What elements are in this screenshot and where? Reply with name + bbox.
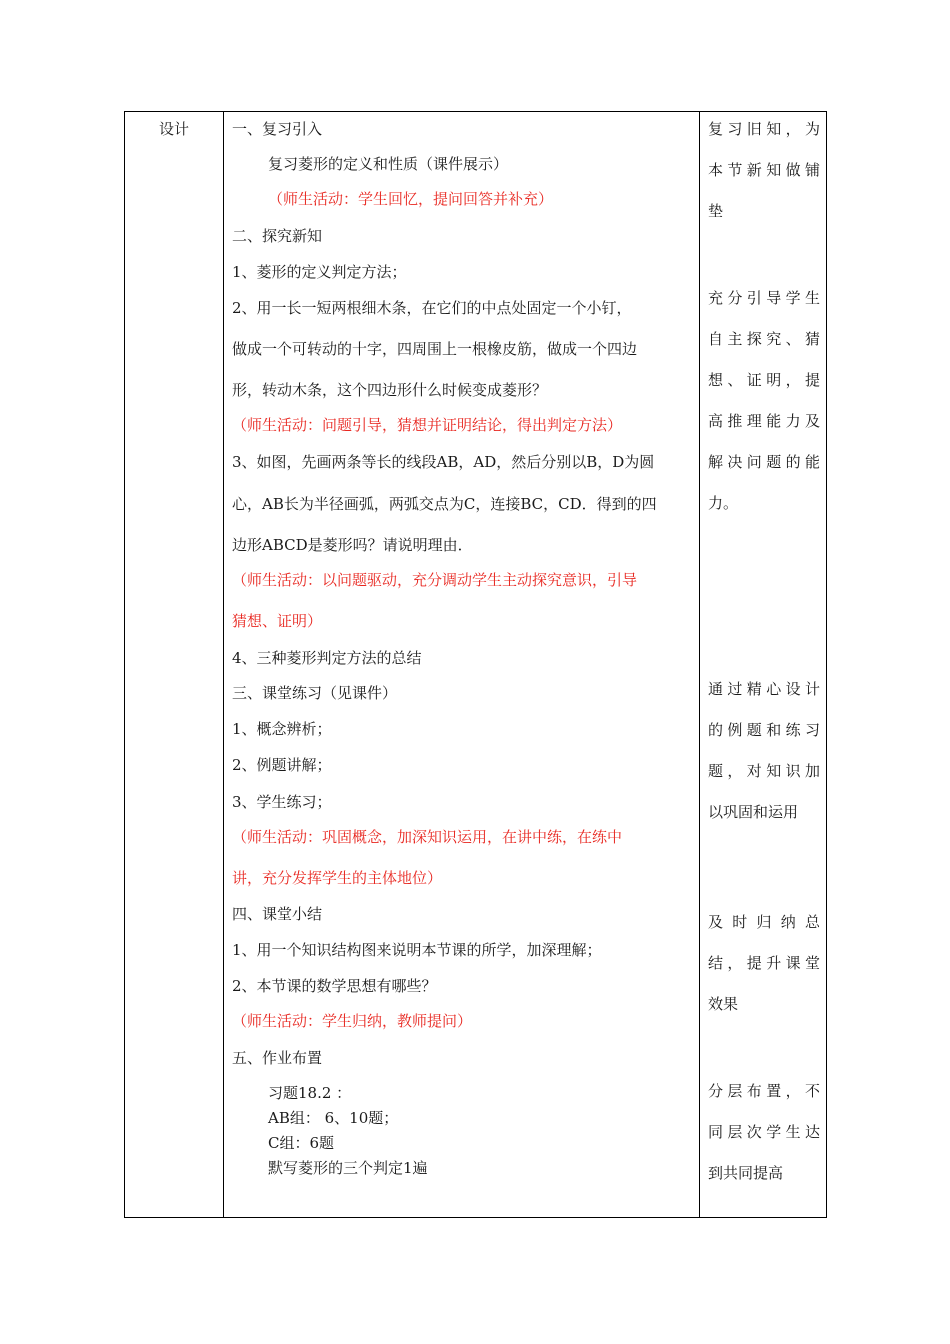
intent-line: 结，提升课堂 — [708, 954, 820, 972]
intent-line: 以巩固和运用 — [708, 803, 799, 821]
intent-line: 垫 — [708, 202, 724, 220]
intent-line: 题，对知识加 — [708, 762, 820, 780]
homework-line: C组：6题 — [268, 1134, 335, 1152]
intent-line: 力。 — [708, 494, 739, 512]
content-line: 1、用一个知识结构图来说明本节课的所学，加深理解； — [232, 941, 602, 959]
column-divider — [699, 112, 700, 1217]
activity-note: 猜想、证明） — [232, 612, 323, 630]
content-line: 4、三种菱形判定方法的总结 — [232, 649, 422, 667]
activity-note: （师生活动：以问题驱动，充分调动学生主动探究意识，引导 — [232, 571, 638, 589]
activity-note: （师生活动：问题引导，猜想并证明结论，得出判定方法） — [232, 416, 623, 434]
intent-line: 充分引导学生 — [708, 289, 820, 307]
homework-line: 默写菱形的三个判定1遍 — [268, 1159, 428, 1177]
content-line: 1、概念辨析； — [232, 720, 332, 738]
intent-line: 及时归纳总 — [708, 913, 820, 931]
content-line: 2、本节课的数学思想有哪些？ — [232, 977, 437, 995]
content-line: 形，转动木条，这个四边形什么时候变成菱形？ — [232, 381, 548, 399]
activity-note: （师生活动：巩固概念，加深知识运用，在讲中练，在练中 — [232, 828, 623, 846]
section-heading: 四、课堂小结 — [232, 905, 323, 923]
homework-line: 习题18.2 ： — [268, 1084, 352, 1102]
homework-line: AB组： 6、10题； — [268, 1109, 399, 1127]
content-line: 心，AB长为半径画弧，两弧交点为C，连接BC，CD．得到的四 — [232, 495, 657, 513]
intent-line: 自主探究、猜 — [708, 330, 820, 348]
content-line: 2、用一长一短两根细木条，在它们的中点处固定一个小钉， — [232, 299, 632, 317]
activity-note: （师生活动：学生回忆，提问回答并补充） — [268, 190, 554, 208]
activity-note: 讲，充分发挥学生的主体地位） — [232, 869, 443, 887]
content-line: 3、学生练习； — [232, 793, 332, 811]
content-line: 边形ABCD是菱形吗？请说明理由． — [232, 536, 473, 554]
stage-label: 设计 — [159, 120, 190, 138]
intent-line: 本节新知做铺 — [708, 161, 820, 179]
content-line: 复习菱形的定义和性质（课件展示） — [268, 155, 509, 173]
intent-line: 解决问题的能 — [708, 453, 820, 471]
intent-line: 到共同提高 — [708, 1164, 784, 1182]
section-heading: 三、课堂练习（见课件） — [232, 684, 398, 702]
content-line: 2、例题讲解； — [232, 756, 332, 774]
intent-line: 想、证明，提 — [708, 371, 820, 389]
intent-line: 同层次学生达 — [708, 1123, 820, 1141]
intent-line: 高推理能力及 — [708, 412, 820, 430]
section-heading: 五、作业布置 — [232, 1049, 323, 1067]
activity-note: （师生活动：学生归纳，教师提问） — [232, 1012, 473, 1030]
section-heading: 二、探究新知 — [232, 227, 323, 245]
section-heading: 一、复习引入 — [232, 120, 323, 138]
intent-line: 通过精心设计 — [708, 680, 820, 698]
content-line: 1、菱形的定义判定方法； — [232, 263, 407, 281]
column-divider — [223, 112, 224, 1217]
intent-line: 效果 — [708, 995, 739, 1013]
intent-line: 分层布置，不 — [708, 1082, 820, 1100]
intent-line: 复习旧知，为 — [708, 120, 820, 138]
content-line: 做成一个可转动的十字，四周围上一根橡皮筋，做成一个四边 — [232, 340, 638, 358]
lesson-table — [124, 111, 827, 1218]
intent-line: 的例题和练习 — [708, 721, 820, 739]
content-line: 3、如图，先画两条等长的线段AB，AD，然后分别以B，D为圆 — [232, 453, 655, 471]
